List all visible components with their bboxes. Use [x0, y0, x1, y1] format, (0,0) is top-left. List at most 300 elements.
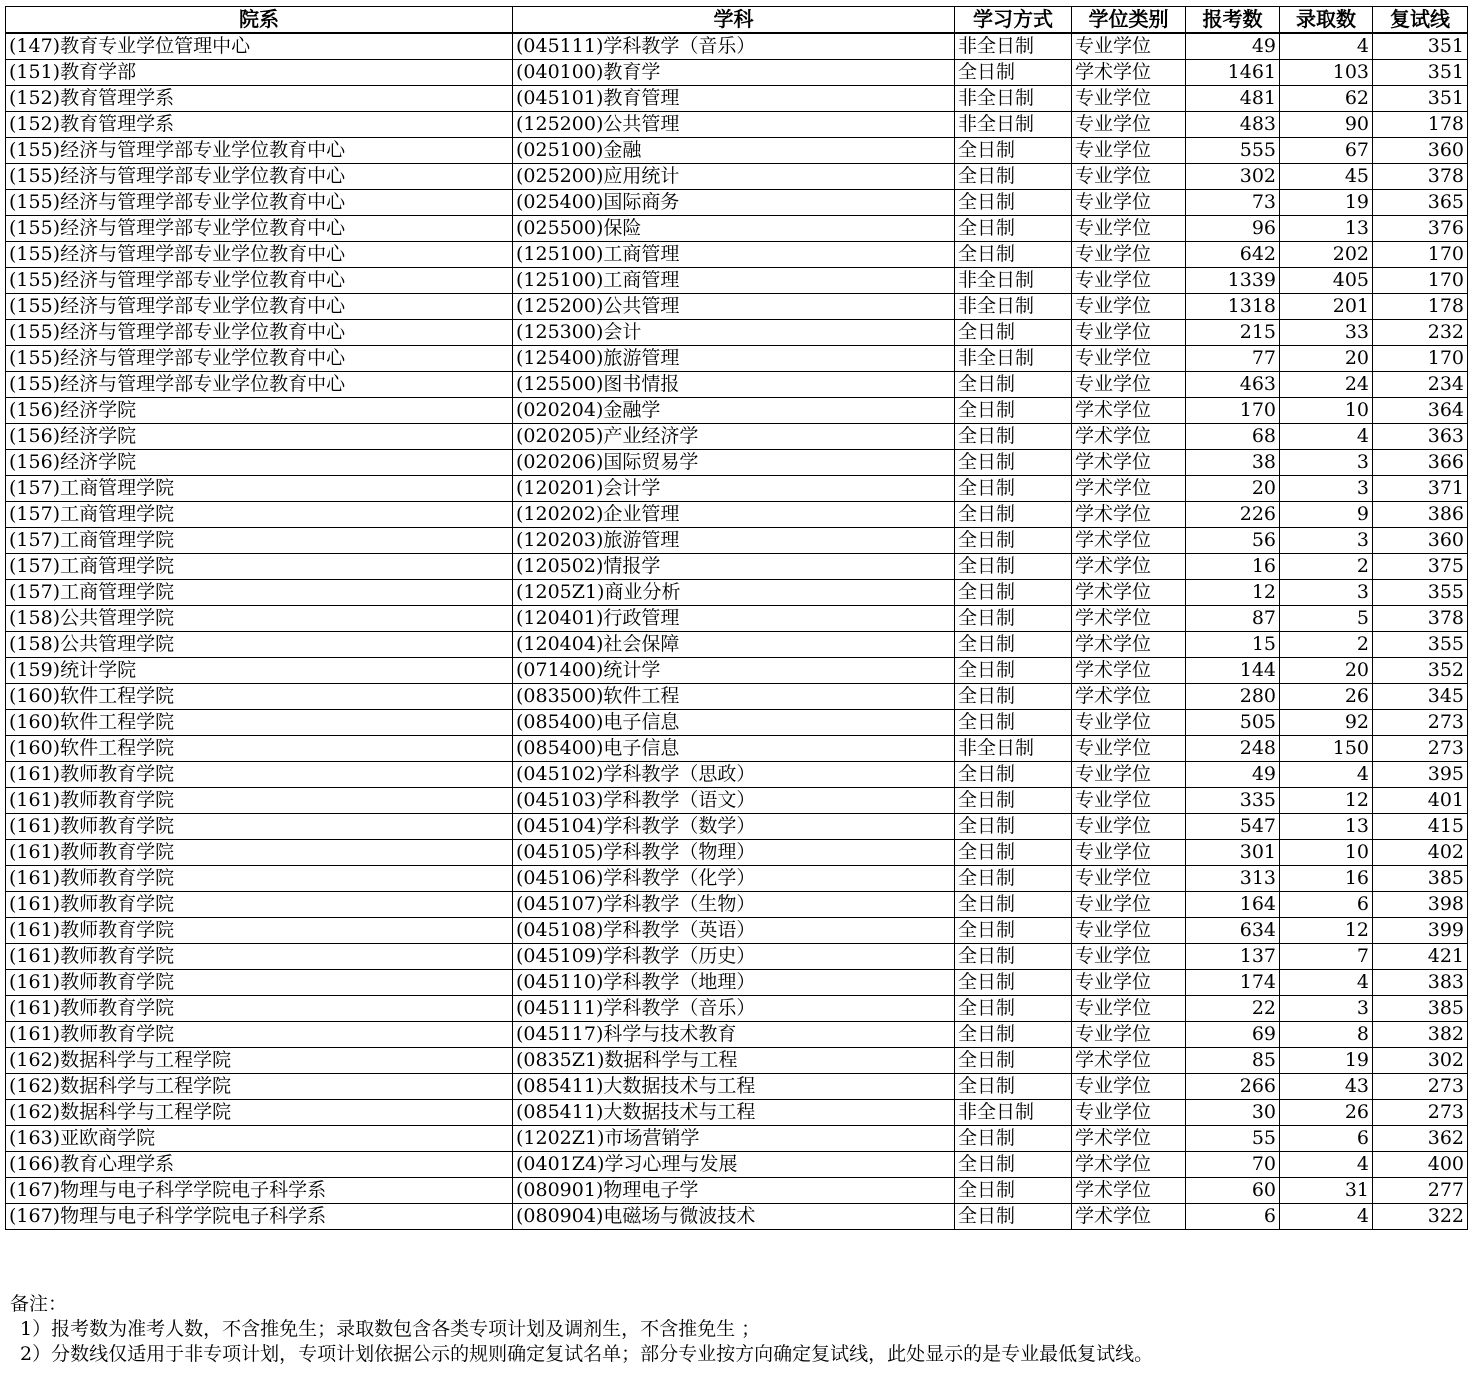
cell-degree-type: 学术学位 — [1072, 398, 1186, 424]
cell-degree-type: 专业学位 — [1072, 866, 1186, 892]
header-degree-type: 学位类别 — [1072, 7, 1186, 34]
table-header — [6, 7, 1468, 34]
cell-department: (161)教师教育学院 — [6, 840, 513, 866]
cell-admitted: 19 — [1280, 190, 1373, 216]
cell-study-mode: 全日制 — [955, 190, 1072, 216]
cell-admitted: 6 — [1280, 892, 1373, 918]
cell-department: (155)经济与管理学部专业学位教育中心 — [6, 216, 513, 242]
cell-degree-type: 专业学位 — [1072, 918, 1186, 944]
table-row — [6, 892, 1468, 918]
cell-applicants: 215 — [1186, 320, 1280, 346]
cell-admitted: 26 — [1280, 684, 1373, 710]
table-row — [6, 1048, 1468, 1074]
cell-study-mode: 全日制 — [955, 944, 1072, 970]
cell-study-mode: 全日制 — [955, 1022, 1072, 1048]
cell-degree-type: 学术学位 — [1072, 1204, 1186, 1230]
cell-study-mode: 全日制 — [955, 424, 1072, 450]
cell-discipline: (120502)情报学 — [513, 554, 955, 580]
cell-department: (161)教师教育学院 — [6, 892, 513, 918]
cell-study-mode: 全日制 — [955, 372, 1072, 398]
table-row — [6, 424, 1468, 450]
cell-study-mode: 全日制 — [955, 710, 1072, 736]
cell-cutoff: 352 — [1373, 658, 1468, 684]
table-row — [6, 320, 1468, 346]
cell-applicants: 16 — [1186, 554, 1280, 580]
cell-degree-type: 专业学位 — [1072, 996, 1186, 1022]
cell-degree-type: 学术学位 — [1072, 658, 1186, 684]
cell-department: (158)公共管理学院 — [6, 606, 513, 632]
table-row — [6, 762, 1468, 788]
cell-study-mode: 非全日制 — [955, 1100, 1072, 1126]
cell-degree-type: 专业学位 — [1072, 164, 1186, 190]
cell-discipline: (1202Z1)市场营销学 — [513, 1126, 955, 1152]
cell-cutoff: 382 — [1373, 1022, 1468, 1048]
header-applicants: 报考数 — [1186, 7, 1280, 34]
note-item-1: 1）报考数为准考人数，不含推免生；录取数包含各类专项计划及调剂生，不含推免生 ； — [20, 1318, 761, 1340]
cell-cutoff: 273 — [1373, 710, 1468, 736]
cell-admitted: 7 — [1280, 944, 1373, 970]
header-department: 院系 — [6, 7, 513, 34]
cell-admitted: 8 — [1280, 1022, 1373, 1048]
cell-department: (166)教育心理学系 — [6, 1152, 513, 1178]
cell-applicants: 1461 — [1186, 60, 1280, 86]
cell-degree-type: 学术学位 — [1072, 476, 1186, 502]
cell-discipline: (085400)电子信息 — [513, 710, 955, 736]
cell-study-mode: 全日制 — [955, 658, 1072, 684]
cell-admitted: 2 — [1280, 632, 1373, 658]
cell-degree-type: 专业学位 — [1072, 944, 1186, 970]
cell-study-mode: 全日制 — [955, 216, 1072, 242]
cell-applicants: 68 — [1186, 424, 1280, 450]
cell-department: (155)经济与管理学部专业学位教育中心 — [6, 294, 513, 320]
cell-degree-type: 学术学位 — [1072, 1152, 1186, 1178]
cell-applicants: 481 — [1186, 86, 1280, 112]
cell-applicants: 280 — [1186, 684, 1280, 710]
cell-study-mode: 非全日制 — [955, 112, 1072, 138]
cell-department: (151)教育学部 — [6, 60, 513, 86]
cell-discipline: (120202)企业管理 — [513, 502, 955, 528]
table-row — [6, 736, 1468, 762]
cell-discipline: (045103)学科教学（语文） — [513, 788, 955, 814]
cell-degree-type: 学术学位 — [1072, 1048, 1186, 1074]
cell-cutoff: 277 — [1373, 1178, 1468, 1204]
cell-cutoff: 302 — [1373, 1048, 1468, 1074]
table-row — [6, 1100, 1468, 1126]
cell-discipline: (120201)会计学 — [513, 476, 955, 502]
cell-discipline: (045111)学科教学（音乐） — [513, 33, 955, 60]
cell-admitted: 9 — [1280, 502, 1373, 528]
cell-discipline: (0835Z1)数据科学与工程 — [513, 1048, 955, 1074]
table-row — [6, 242, 1468, 268]
cell-discipline: (045102)学科教学（思政） — [513, 762, 955, 788]
table-row — [6, 710, 1468, 736]
cell-degree-type: 专业学位 — [1072, 190, 1186, 216]
table-row — [6, 294, 1468, 320]
cell-department: (157)工商管理学院 — [6, 528, 513, 554]
cell-study-mode: 非全日制 — [955, 346, 1072, 372]
cell-discipline: (083500)软件工程 — [513, 684, 955, 710]
cell-applicants: 38 — [1186, 450, 1280, 476]
cell-degree-type: 学术学位 — [1072, 424, 1186, 450]
cell-cutoff: 232 — [1373, 320, 1468, 346]
cell-department: (161)教师教育学院 — [6, 762, 513, 788]
cell-discipline: (125300)会计 — [513, 320, 955, 346]
cell-study-mode: 全日制 — [955, 164, 1072, 190]
cell-study-mode: 全日制 — [955, 242, 1072, 268]
table-row — [6, 580, 1468, 606]
table-row — [6, 372, 1468, 398]
cell-department: (152)教育管理学系 — [6, 112, 513, 138]
table-row — [6, 1074, 1468, 1100]
cell-discipline: (020206)国际贸易学 — [513, 450, 955, 476]
cell-discipline: (125400)旅游管理 — [513, 346, 955, 372]
cell-applicants: 60 — [1186, 1178, 1280, 1204]
cell-admitted: 4 — [1280, 424, 1373, 450]
table-row — [6, 216, 1468, 242]
cell-applicants: 49 — [1186, 762, 1280, 788]
cell-cutoff: 376 — [1373, 216, 1468, 242]
cell-cutoff: 365 — [1373, 190, 1468, 216]
cell-discipline: (045105)学科教学（物理） — [513, 840, 955, 866]
cell-admitted: 10 — [1280, 840, 1373, 866]
cell-admitted: 43 — [1280, 1074, 1373, 1100]
table-row — [6, 346, 1468, 372]
admission-table — [5, 6, 1468, 1230]
cell-discipline: (040100)教育学 — [513, 60, 955, 86]
cell-degree-type: 专业学位 — [1072, 1074, 1186, 1100]
table-row — [6, 476, 1468, 502]
cell-applicants: 69 — [1186, 1022, 1280, 1048]
table-row — [6, 190, 1468, 216]
cell-department: (161)教师教育学院 — [6, 918, 513, 944]
cell-admitted: 3 — [1280, 528, 1373, 554]
cell-applicants: 547 — [1186, 814, 1280, 840]
table-row — [6, 528, 1468, 554]
table-row — [6, 502, 1468, 528]
cell-cutoff: 355 — [1373, 632, 1468, 658]
cell-cutoff: 273 — [1373, 1074, 1468, 1100]
table-row — [6, 996, 1468, 1022]
cell-study-mode: 非全日制 — [955, 294, 1072, 320]
cell-applicants: 70 — [1186, 1152, 1280, 1178]
cell-applicants: 55 — [1186, 1126, 1280, 1152]
cell-admitted: 67 — [1280, 138, 1373, 164]
cell-cutoff: 401 — [1373, 788, 1468, 814]
table-row — [6, 398, 1468, 424]
cell-degree-type: 专业学位 — [1072, 372, 1186, 398]
table-row — [6, 944, 1468, 970]
cell-study-mode: 全日制 — [955, 684, 1072, 710]
cell-applicants: 56 — [1186, 528, 1280, 554]
cell-applicants: 77 — [1186, 346, 1280, 372]
table-row — [6, 33, 1468, 60]
cell-department: (157)工商管理学院 — [6, 476, 513, 502]
cell-applicants: 12 — [1186, 580, 1280, 606]
cell-discipline: (025500)保险 — [513, 216, 955, 242]
cell-applicants: 266 — [1186, 1074, 1280, 1100]
cell-study-mode: 全日制 — [955, 476, 1072, 502]
cell-study-mode: 全日制 — [955, 866, 1072, 892]
cell-department: (162)数据科学与工程学院 — [6, 1074, 513, 1100]
table-body — [6, 33, 1468, 1230]
cell-applicants: 170 — [1186, 398, 1280, 424]
cell-applicants: 1339 — [1186, 268, 1280, 294]
cell-study-mode: 全日制 — [955, 996, 1072, 1022]
cell-admitted: 3 — [1280, 450, 1373, 476]
cell-cutoff: 170 — [1373, 346, 1468, 372]
cell-applicants: 642 — [1186, 242, 1280, 268]
cell-discipline: (120404)社会保障 — [513, 632, 955, 658]
cell-department: (161)教师教育学院 — [6, 970, 513, 996]
cell-discipline: (045117)科学与技术教育 — [513, 1022, 955, 1048]
cell-applicants: 22 — [1186, 996, 1280, 1022]
cell-admitted: 90 — [1280, 112, 1373, 138]
cell-degree-type: 专业学位 — [1072, 346, 1186, 372]
cell-admitted: 3 — [1280, 996, 1373, 1022]
cell-degree-type: 学术学位 — [1072, 606, 1186, 632]
cell-discipline: (0401Z4)学习心理与发展 — [513, 1152, 955, 1178]
cell-cutoff: 273 — [1373, 1100, 1468, 1126]
cell-department: (160)软件工程学院 — [6, 710, 513, 736]
cell-admitted: 103 — [1280, 60, 1373, 86]
cell-discipline: (071400)统计学 — [513, 658, 955, 684]
cell-applicants: 6 — [1186, 1204, 1280, 1230]
cell-admitted: 202 — [1280, 242, 1373, 268]
cell-department: (156)经济学院 — [6, 424, 513, 450]
cell-study-mode: 全日制 — [955, 606, 1072, 632]
cell-study-mode: 全日制 — [955, 1152, 1072, 1178]
cell-admitted: 4 — [1280, 970, 1373, 996]
cell-admitted: 150 — [1280, 736, 1373, 762]
cell-study-mode: 全日制 — [955, 1048, 1072, 1074]
cell-degree-type: 学术学位 — [1072, 554, 1186, 580]
cell-department: (155)经济与管理学部专业学位教育中心 — [6, 372, 513, 398]
cell-applicants: 505 — [1186, 710, 1280, 736]
cell-applicants: 302 — [1186, 164, 1280, 190]
cell-cutoff: 395 — [1373, 762, 1468, 788]
cell-degree-type: 专业学位 — [1072, 216, 1186, 242]
table-row — [6, 606, 1468, 632]
cell-discipline: (045108)学科教学（英语） — [513, 918, 955, 944]
cell-degree-type: 学术学位 — [1072, 450, 1186, 476]
cell-department: (161)教师教育学院 — [6, 1022, 513, 1048]
cell-applicants: 226 — [1186, 502, 1280, 528]
cell-cutoff: 360 — [1373, 138, 1468, 164]
cell-discipline: (125100)工商管理 — [513, 242, 955, 268]
cell-applicants: 164 — [1186, 892, 1280, 918]
cell-department: (158)公共管理学院 — [6, 632, 513, 658]
table-row — [6, 268, 1468, 294]
cell-admitted: 31 — [1280, 1178, 1373, 1204]
cell-applicants: 483 — [1186, 112, 1280, 138]
cell-discipline: (080904)电磁场与微波技术 — [513, 1204, 955, 1230]
cell-applicants: 20 — [1186, 476, 1280, 502]
cell-degree-type: 专业学位 — [1072, 1100, 1186, 1126]
cell-cutoff: 421 — [1373, 944, 1468, 970]
cell-applicants: 30 — [1186, 1100, 1280, 1126]
header-discipline: 学科 — [513, 7, 955, 34]
cell-admitted: 20 — [1280, 346, 1373, 372]
cell-cutoff: 383 — [1373, 970, 1468, 996]
cell-admitted: 2 — [1280, 554, 1373, 580]
cell-degree-type: 专业学位 — [1072, 268, 1186, 294]
cell-admitted: 4 — [1280, 1204, 1373, 1230]
cell-admitted: 12 — [1280, 788, 1373, 814]
cell-applicants: 463 — [1186, 372, 1280, 398]
table-row — [6, 1152, 1468, 1178]
cell-cutoff: 363 — [1373, 424, 1468, 450]
cell-cutoff: 170 — [1373, 268, 1468, 294]
cell-admitted: 33 — [1280, 320, 1373, 346]
cell-department: (161)教师教育学院 — [6, 944, 513, 970]
cell-cutoff: 399 — [1373, 918, 1468, 944]
cell-degree-type: 专业学位 — [1072, 892, 1186, 918]
cell-discipline: (125200)公共管理 — [513, 294, 955, 320]
cell-study-mode: 全日制 — [955, 138, 1072, 164]
cell-cutoff: 366 — [1373, 450, 1468, 476]
cell-discipline: (020205)产业经济学 — [513, 424, 955, 450]
cell-discipline: (025100)金融 — [513, 138, 955, 164]
cell-admitted: 405 — [1280, 268, 1373, 294]
cell-study-mode: 非全日制 — [955, 86, 1072, 112]
table-row — [6, 814, 1468, 840]
cell-department: (157)工商管理学院 — [6, 502, 513, 528]
cell-cutoff: 170 — [1373, 242, 1468, 268]
header-row — [6, 7, 1468, 34]
cell-discipline: (045101)教育管理 — [513, 86, 955, 112]
cell-applicants: 85 — [1186, 1048, 1280, 1074]
table-row — [6, 970, 1468, 996]
cell-admitted: 26 — [1280, 1100, 1373, 1126]
cell-department: (157)工商管理学院 — [6, 554, 513, 580]
cell-applicants: 96 — [1186, 216, 1280, 242]
cell-department: (155)经济与管理学部专业学位教育中心 — [6, 164, 513, 190]
cell-degree-type: 学术学位 — [1072, 684, 1186, 710]
cell-degree-type: 学术学位 — [1072, 502, 1186, 528]
notes-title: 备注： — [10, 1293, 68, 1315]
cell-cutoff: 273 — [1373, 736, 1468, 762]
cell-degree-type: 学术学位 — [1072, 1126, 1186, 1152]
cell-department: (155)经济与管理学部专业学位教育中心 — [6, 346, 513, 372]
cell-cutoff: 400 — [1373, 1152, 1468, 1178]
cell-study-mode: 非全日制 — [955, 268, 1072, 294]
table-row — [6, 164, 1468, 190]
cell-discipline: (080901)物理电子学 — [513, 1178, 955, 1204]
cell-applicants: 174 — [1186, 970, 1280, 996]
cell-admitted: 3 — [1280, 580, 1373, 606]
cell-cutoff: 178 — [1373, 112, 1468, 138]
cell-admitted: 10 — [1280, 398, 1373, 424]
cell-degree-type: 专业学位 — [1072, 814, 1186, 840]
table-row — [6, 1204, 1468, 1230]
cell-admitted: 6 — [1280, 1126, 1373, 1152]
cell-department: (161)教师教育学院 — [6, 866, 513, 892]
cell-discipline: (020204)金融学 — [513, 398, 955, 424]
cell-department: (156)经济学院 — [6, 398, 513, 424]
note-item-2: 2）分数线仅适用于非专项计划，专项计划依据公示的规则确定复试名单；部分专业按方向确定复试线，此处显示的是专业最低复试线。 — [20, 1343, 1154, 1365]
cell-study-mode: 全日制 — [955, 840, 1072, 866]
cell-admitted: 4 — [1280, 33, 1373, 60]
cell-admitted: 201 — [1280, 294, 1373, 320]
cell-department: (152)教育管理学系 — [6, 86, 513, 112]
cell-cutoff: 402 — [1373, 840, 1468, 866]
cell-department: (162)数据科学与工程学院 — [6, 1100, 513, 1126]
header-admitted: 录取数 — [1280, 7, 1373, 34]
cell-cutoff: 375 — [1373, 554, 1468, 580]
cell-degree-type: 专业学位 — [1072, 788, 1186, 814]
cell-cutoff: 351 — [1373, 33, 1468, 60]
cell-department: (155)经济与管理学部专业学位教育中心 — [6, 320, 513, 346]
cell-degree-type: 专业学位 — [1072, 840, 1186, 866]
cell-admitted: 45 — [1280, 164, 1373, 190]
cell-department: (167)物理与电子科学学院电子科学系 — [6, 1204, 513, 1230]
cell-discipline: (1205Z1)商业分析 — [513, 580, 955, 606]
cell-cutoff: 398 — [1373, 892, 1468, 918]
table-row — [6, 138, 1468, 164]
table-row — [6, 86, 1468, 112]
cell-cutoff: 385 — [1373, 866, 1468, 892]
table-row — [6, 684, 1468, 710]
cell-discipline: (125200)公共管理 — [513, 112, 955, 138]
cell-study-mode: 全日制 — [955, 320, 1072, 346]
table-row — [6, 554, 1468, 580]
cell-admitted: 19 — [1280, 1048, 1373, 1074]
cell-admitted: 13 — [1280, 216, 1373, 242]
cell-study-mode: 全日制 — [955, 1178, 1072, 1204]
cell-cutoff: 322 — [1373, 1204, 1468, 1230]
cell-discipline: (125500)图书情报 — [513, 372, 955, 398]
cell-discipline: (125100)工商管理 — [513, 268, 955, 294]
cell-cutoff: 360 — [1373, 528, 1468, 554]
cell-degree-type: 专业学位 — [1072, 1022, 1186, 1048]
cell-degree-type: 专业学位 — [1072, 736, 1186, 762]
cell-degree-type: 学术学位 — [1072, 60, 1186, 86]
cell-study-mode: 全日制 — [955, 762, 1072, 788]
cell-department: (161)教师教育学院 — [6, 814, 513, 840]
cell-applicants: 555 — [1186, 138, 1280, 164]
cell-admitted: 4 — [1280, 1152, 1373, 1178]
cell-cutoff: 378 — [1373, 606, 1468, 632]
cell-study-mode: 全日制 — [955, 554, 1072, 580]
table-row — [6, 1022, 1468, 1048]
cell-applicants: 301 — [1186, 840, 1280, 866]
cell-discipline: (085411)大数据技术与工程 — [513, 1074, 955, 1100]
cell-study-mode: 全日制 — [955, 814, 1072, 840]
cell-admitted: 92 — [1280, 710, 1373, 736]
table-row — [6, 866, 1468, 892]
cell-discipline: (120203)旅游管理 — [513, 528, 955, 554]
cell-cutoff: 362 — [1373, 1126, 1468, 1152]
cell-degree-type: 学术学位 — [1072, 632, 1186, 658]
cell-cutoff: 378 — [1373, 164, 1468, 190]
cell-department: (155)经济与管理学部专业学位教育中心 — [6, 190, 513, 216]
cell-discipline: (025200)应用统计 — [513, 164, 955, 190]
cell-degree-type: 专业学位 — [1072, 762, 1186, 788]
cell-admitted: 5 — [1280, 606, 1373, 632]
header-cutoff: 复试线 — [1373, 7, 1468, 34]
cell-cutoff: 415 — [1373, 814, 1468, 840]
cell-department: (147)教育专业学位管理中心 — [6, 33, 513, 60]
cell-applicants: 73 — [1186, 190, 1280, 216]
cell-cutoff: 351 — [1373, 86, 1468, 112]
cell-cutoff: 178 — [1373, 294, 1468, 320]
cell-department: (163)亚欧商学院 — [6, 1126, 513, 1152]
table-row — [6, 450, 1468, 476]
cell-study-mode: 全日制 — [955, 970, 1072, 996]
cell-degree-type: 专业学位 — [1072, 86, 1186, 112]
cell-admitted: 13 — [1280, 814, 1373, 840]
cell-department: (162)数据科学与工程学院 — [6, 1048, 513, 1074]
